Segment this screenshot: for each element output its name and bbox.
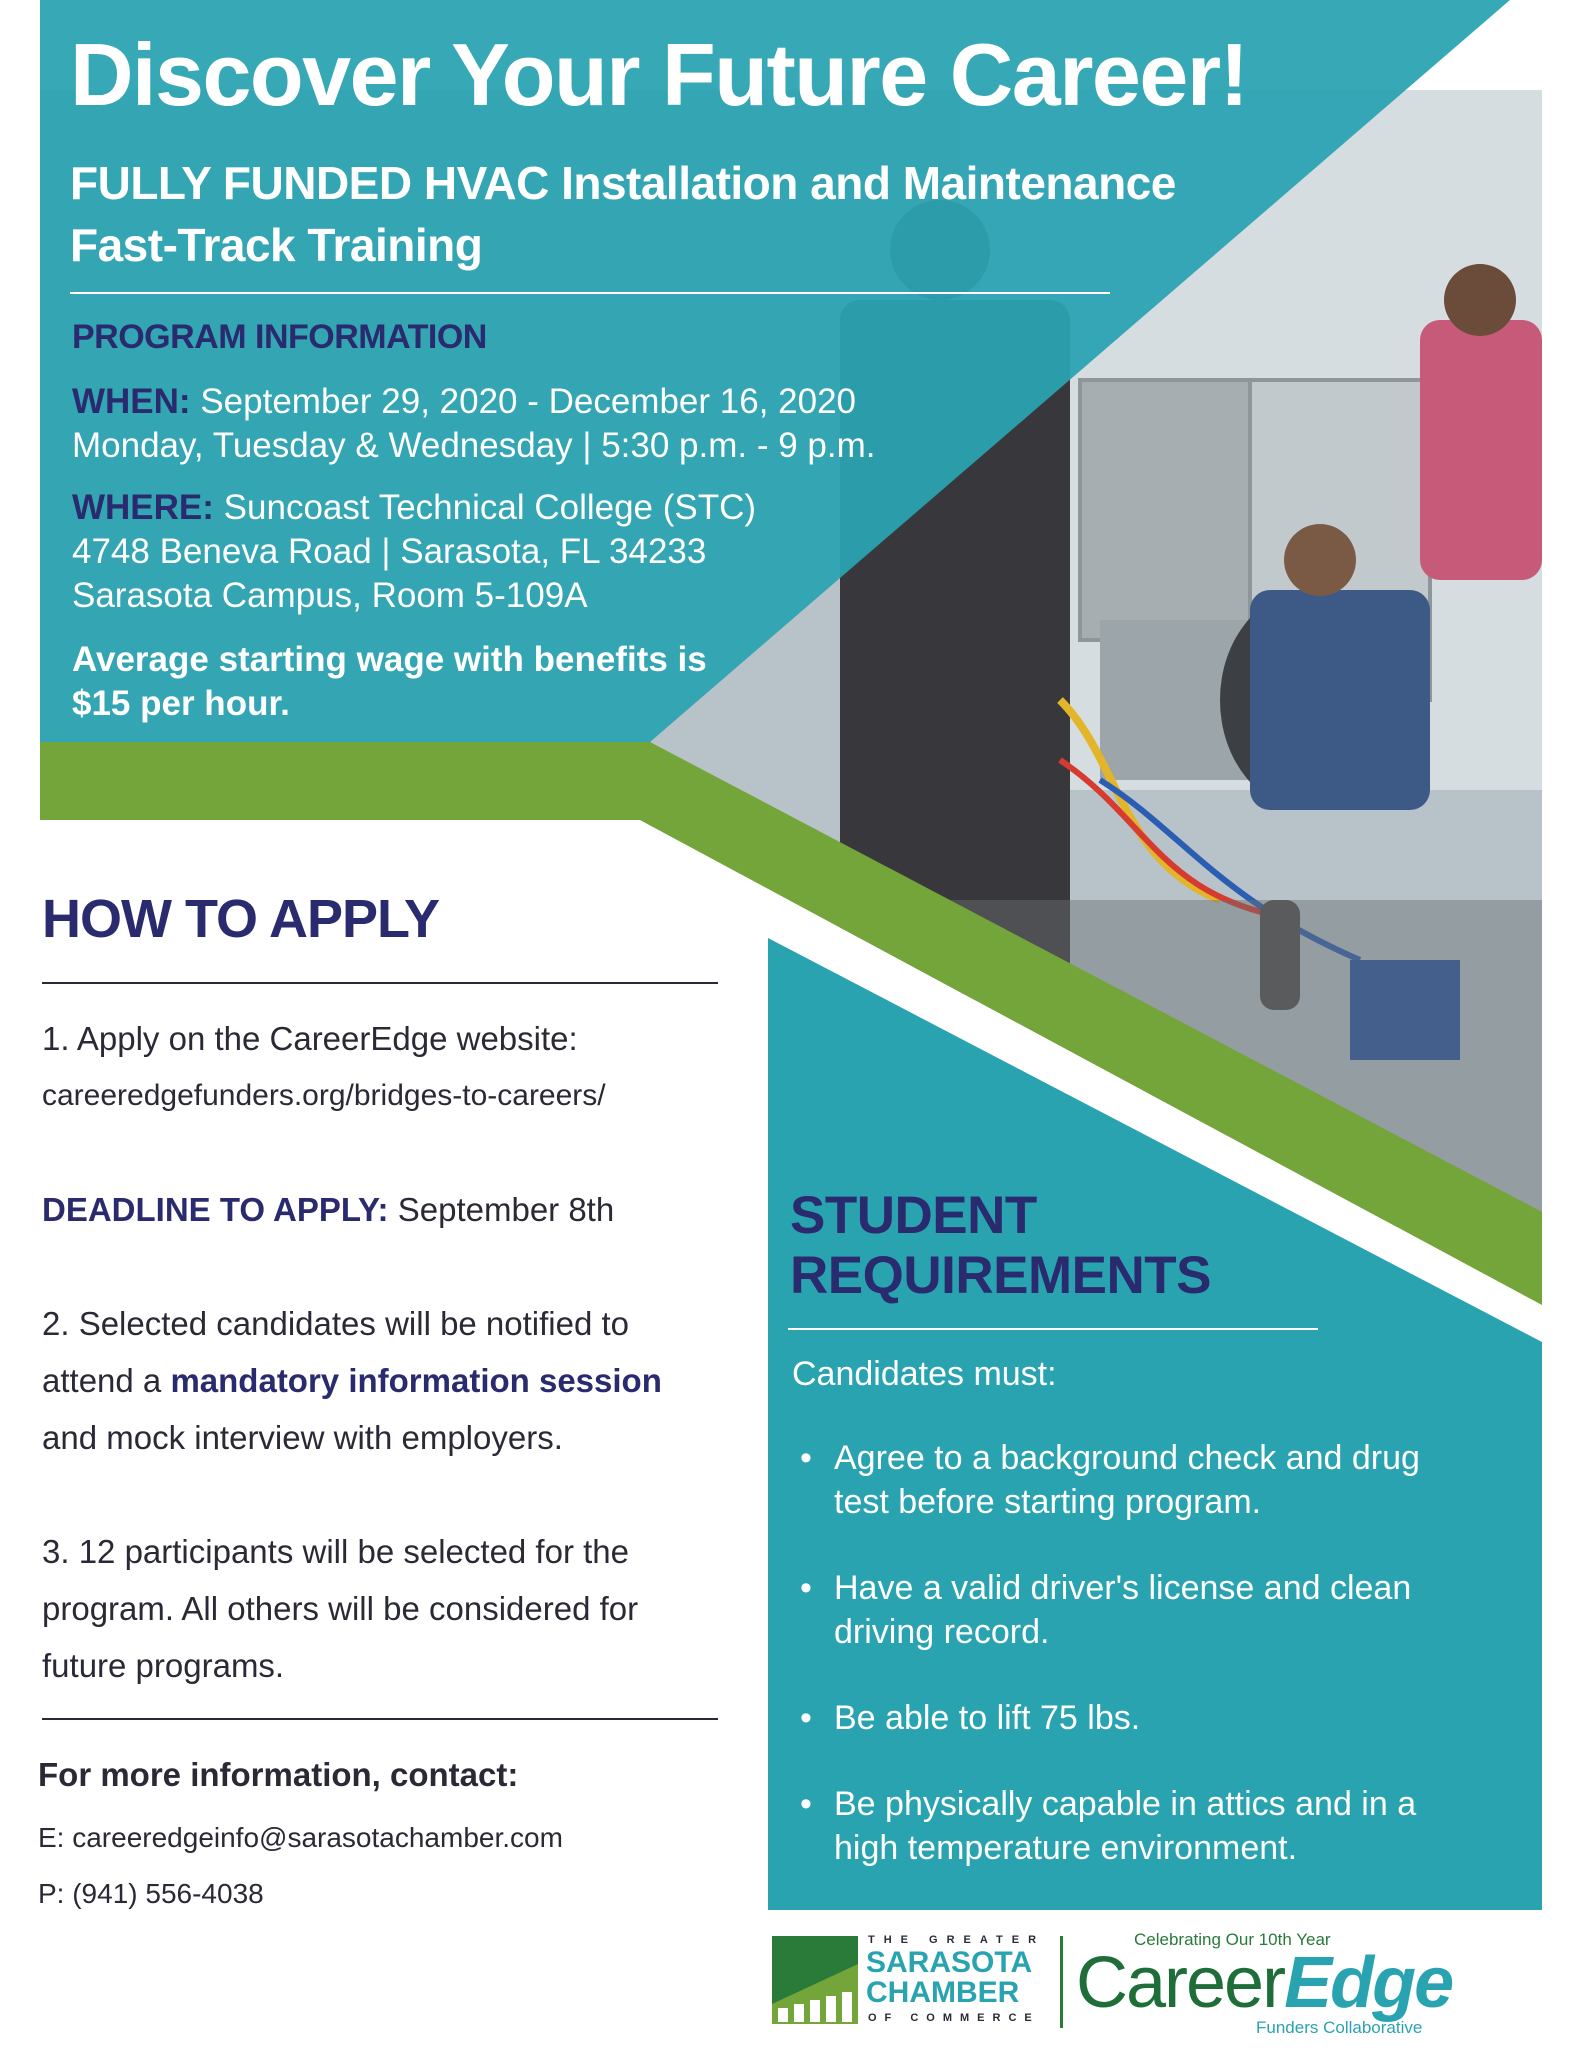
- subtitle: [70, 152, 1176, 276]
- when-label: WHEN:: [72, 382, 191, 421]
- contact-email[interactable]: E: careeredgeinfo@sarasotachamber.com: [38, 1822, 563, 1853]
- apply-steps: [42, 1010, 732, 1694]
- wage-block: [72, 638, 832, 726]
- step-2-pre: attend a: [42, 1362, 162, 1399]
- step-2-line-3: and mock interview with employers.: [42, 1419, 563, 1456]
- bullet-icon: •: [800, 1785, 812, 1823]
- requirement-text: test before starting program.: [834, 1483, 1262, 1521]
- requirements-divider: [788, 1328, 1318, 1330]
- how-to-apply-heading: HOW TO APPLY: [42, 889, 440, 949]
- where-address: 4748 Beneva Road | Sarasota, FL 34233: [72, 532, 707, 571]
- step-2-line-1: 2. Selected candidates will be notified to: [42, 1305, 630, 1342]
- bullet-icon: •: [800, 1569, 812, 1607]
- requirements-intro: Candidates must:: [792, 1355, 1057, 1393]
- requirement-text: Be physically capable in attics and in a: [834, 1785, 1417, 1823]
- bullet-icon: •: [800, 1439, 812, 1477]
- chamber-bottom-text: OF COMMERCE: [868, 2012, 1040, 2024]
- logo-divider: [1060, 1936, 1063, 2028]
- apply-divider-top: [42, 982, 718, 984]
- requirements-heading-line-1: STUDENT: [790, 1186, 1037, 1245]
- requirement-text: Have a valid driver's license and clean: [834, 1569, 1412, 1607]
- careeredge-edge: Edge: [1284, 1943, 1453, 2023]
- chamber-name-2: CHAMBER: [866, 1976, 1020, 2009]
- header-divider: [70, 292, 1110, 294]
- careeredge-career: Career: [1076, 1943, 1285, 2023]
- requirement-text: driving record.: [834, 1613, 1050, 1651]
- requirement-text: high temperature environment.: [834, 1829, 1298, 1867]
- requirement-text: Be able to lift 75 lbs.: [834, 1699, 1141, 1737]
- step-3-line-2: program. All others will be considered for: [42, 1590, 639, 1627]
- bullet-icon: •: [800, 1699, 812, 1737]
- requirement-item: [800, 1696, 1520, 1740]
- chamber-name-1: SARASOTA: [866, 1946, 1033, 1979]
- requirement-item: [800, 1782, 1520, 1870]
- careeredge-logo: [1076, 1930, 1542, 2040]
- step-2-bold: mandatory information session: [170, 1362, 662, 1399]
- sarasota-chamber-logo: [770, 1934, 1050, 2034]
- contact-heading: For more information, contact:: [38, 1756, 519, 1793]
- wage-line-2: $15 per hour.: [72, 684, 290, 723]
- requirement-text: Agree to a background check and drug: [834, 1439, 1420, 1477]
- when-times: Monday, Tuesday & Wednesday | 5:30 p.m. - 9 p.m.: [72, 426, 876, 465]
- chamber-emblem-icon: [770, 1934, 860, 2034]
- deadline-label: DEADLINE TO APPLY:: [42, 1191, 389, 1228]
- careeredge-link[interactable]: careeredgefunders.org/bridges-to-careers/: [42, 1079, 606, 1112]
- careeredge-subtitle: Funders Collaborative: [1256, 2018, 1423, 2037]
- step-3-line-3: future programs.: [42, 1647, 285, 1684]
- program-heading: PROGRAM INFORMATION: [72, 318, 487, 356]
- step-1: 1. Apply on the CareerEdge website:: [42, 1020, 578, 1057]
- subtitle-line-1: FULLY FUNDED HVAC Installation and Maintenance: [70, 157, 1176, 209]
- careeredge-tagline: Celebrating Our 10th Year: [1134, 1930, 1331, 1949]
- requirements-heading-line-2: REQUIREMENTS: [790, 1246, 1211, 1305]
- requirements-list: [800, 1436, 1520, 1870]
- careeredge-wordmark: [1076, 1944, 1452, 2022]
- when-dates: September 29, 2020 - December 16, 2020: [200, 382, 857, 421]
- where-label: WHERE:: [72, 488, 214, 527]
- wage-line-1: Average starting wage with benefits is: [72, 640, 707, 679]
- deadline-value: September 8th: [397, 1191, 615, 1228]
- chamber-top-text: THE GREATER: [868, 1934, 1046, 1946]
- page-title: Discover Your Future Career!: [70, 25, 1248, 124]
- contact-phone[interactable]: P: (941) 556-4038: [38, 1878, 264, 1909]
- requirements-heading: [790, 1186, 1211, 1306]
- when-block: [72, 380, 972, 468]
- apply-divider-bottom: [42, 1718, 718, 1720]
- requirement-item: [800, 1566, 1520, 1654]
- requirement-item: [800, 1436, 1520, 1524]
- where-name: Suncoast Technical College (STC): [223, 488, 757, 527]
- where-room: Sarasota Campus, Room 5-109A: [72, 576, 588, 615]
- where-block: [72, 486, 972, 618]
- subtitle-line-2: Fast-Track Training: [70, 219, 483, 271]
- step-3-line-1: 3. 12 participants will be selected for the: [42, 1533, 629, 1570]
